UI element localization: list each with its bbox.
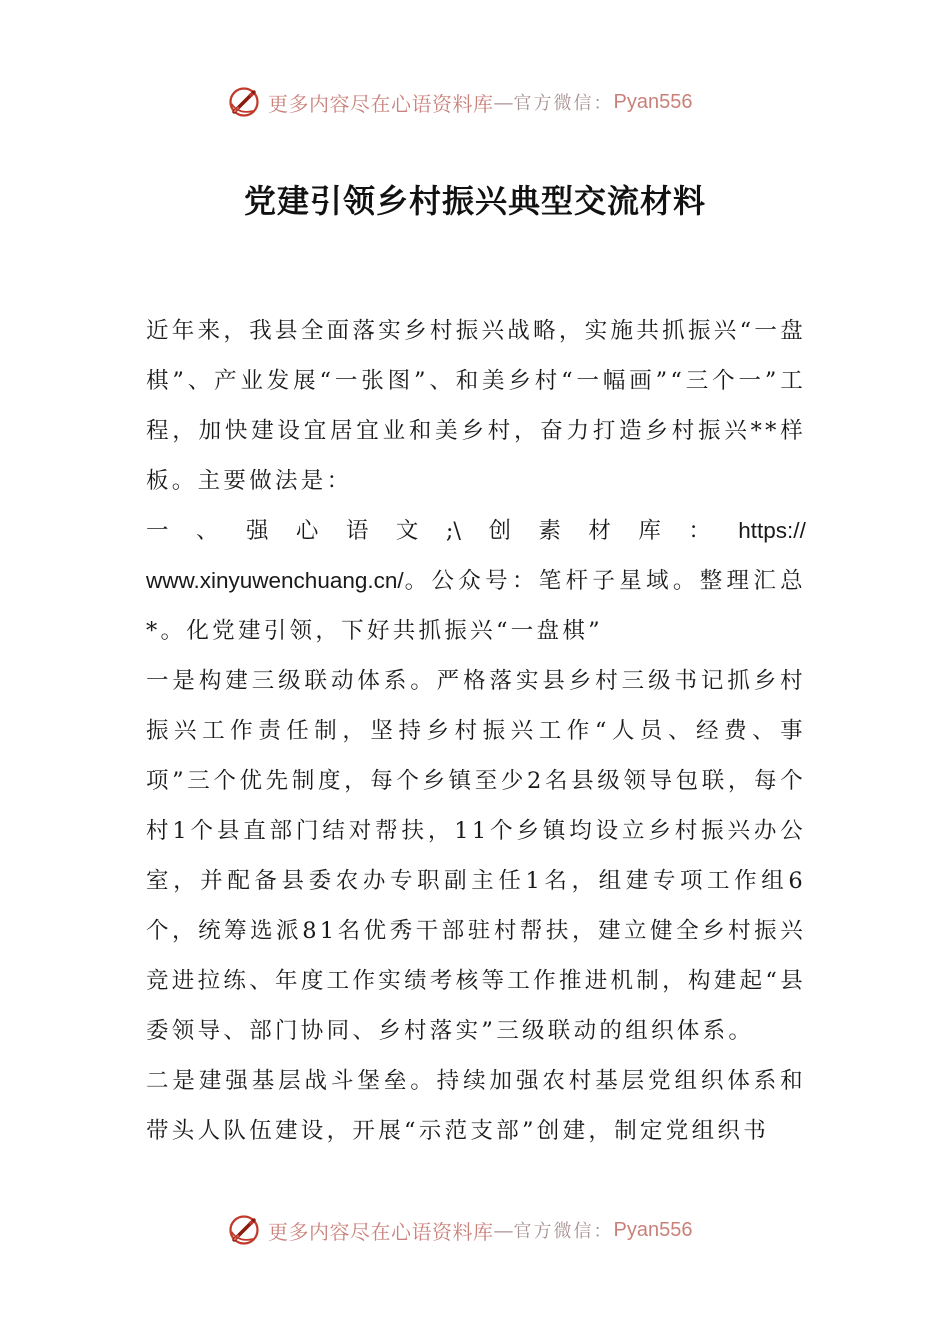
footer-watermark bbox=[226, 1210, 746, 1250]
heading-token: 库 bbox=[638, 518, 661, 544]
pen-logo-icon bbox=[226, 84, 262, 120]
heading-token: 创 bbox=[488, 518, 511, 544]
wechat-label: 官方微信： bbox=[513, 1221, 614, 1242]
watermark-text: 更多内容尽在心语资料库 bbox=[268, 1219, 494, 1244]
heading-token: ： bbox=[688, 518, 711, 544]
heading-token: 、 bbox=[195, 518, 219, 544]
site-url: www.xinyuwenchuang.cn/ bbox=[146, 568, 404, 593]
watermark-separator: — bbox=[493, 90, 514, 114]
pen-logo-icon bbox=[226, 1212, 262, 1248]
watermark-separator: — bbox=[493, 1218, 514, 1242]
heading-token: 材 bbox=[588, 518, 611, 544]
intro-paragraph: 近年来，我县全面落实乡村振兴战略，实施共抓振兴“一盘棋”、产业发展“一张图”、和美乡村“一幅画”“三个一”工程，加快建设宜居宜业和美乡村，奋力打造乡村振兴**样板。主要做法是： bbox=[146, 318, 806, 494]
heading-token: 强 bbox=[245, 518, 269, 544]
watermark-text: 更多内容尽在心语资料库 bbox=[268, 91, 494, 116]
heading-token: 素 bbox=[538, 518, 561, 544]
wechat-id: Pyan556 bbox=[613, 1218, 693, 1241]
section-one-heading bbox=[146, 506, 806, 556]
url-prefix: https:// bbox=[738, 518, 806, 543]
header-watermark bbox=[226, 82, 746, 122]
section-one-continuation bbox=[146, 556, 806, 656]
paragraph-two: 二是建强基层战斗堡垒。持续加强农村基层党组织体系和带头人队伍建设，开展“示范支部”创建，制定党组织书 bbox=[146, 1068, 806, 1144]
section-one-title-text: 。公众号：笔杆子星域。整理汇总*。化党建引领，下好共抓振兴“一盘棋” bbox=[146, 568, 806, 644]
heading-token: ;\ bbox=[445, 518, 461, 544]
document-body bbox=[146, 306, 806, 1156]
wechat-id: Pyan556 bbox=[613, 90, 693, 113]
heading-token: 文 bbox=[395, 518, 419, 544]
document-title: 党建引领乡村振兴典型交流材料 bbox=[243, 182, 706, 220]
paragraph-one: 一是构建三级联动体系。严格落实县乡村三级书记抓乡村振兴工作责任制，坚持乡村振兴工作“人员、经费、事项”三个优先制度，每个乡镇至少2名县级领导包联，每个村1个县直部门结对帮扶，11个乡镇均设立乡村振兴办公室，并配备县委农办专职副主任1名，组建专项工作组6个，统筹选派81名优秀干部驻村帮扶，建立健全乡村振兴竞进拉练、年度工作实绩考核等工作推进机制，构建起“县委领导、部门协同、乡村落实”三级联动的组织体系。 bbox=[146, 668, 806, 1044]
wechat-label: 官方微信： bbox=[513, 93, 614, 114]
heading-token: 语 bbox=[345, 518, 369, 544]
heading-token: 一 bbox=[146, 518, 169, 544]
heading-token: 心 bbox=[295, 518, 319, 544]
